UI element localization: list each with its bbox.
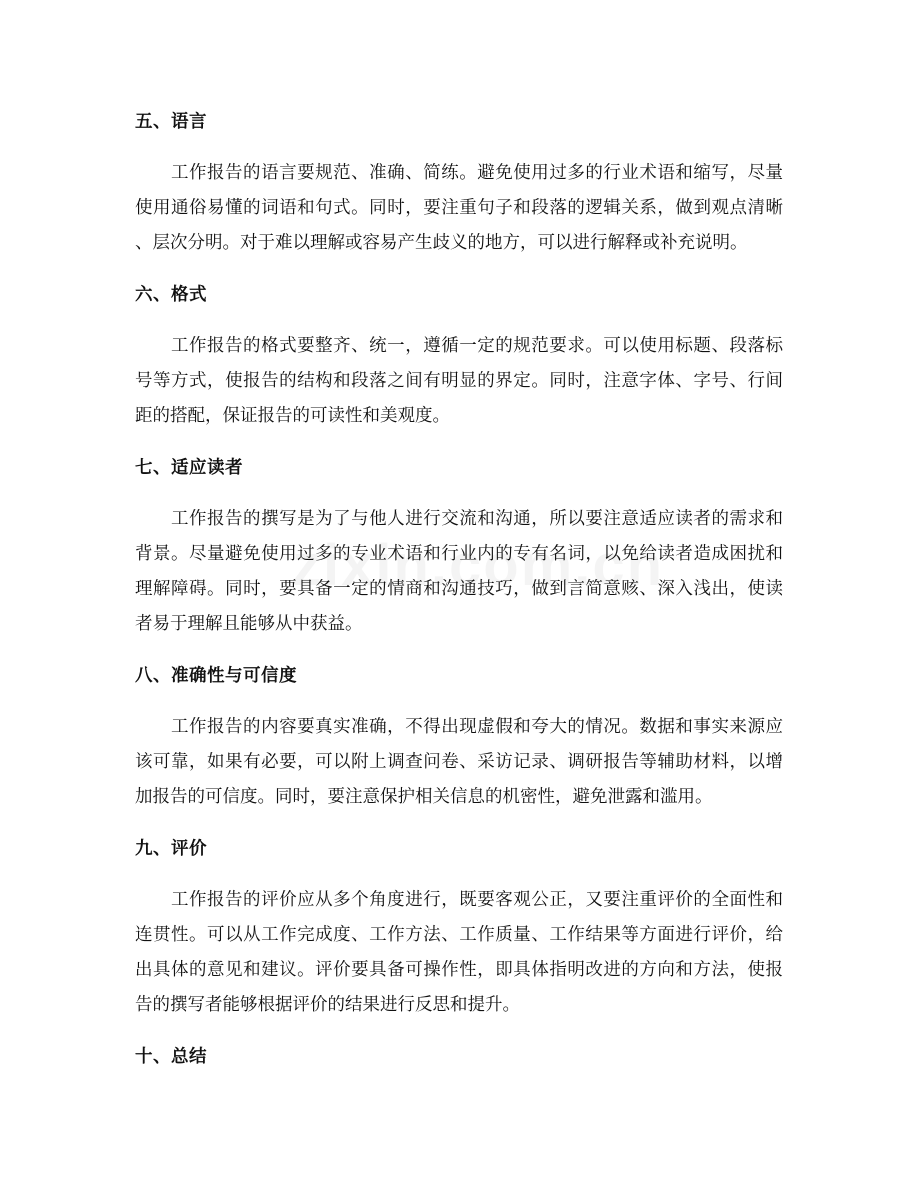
section-paragraph	[135, 329, 783, 434]
section-heading: 十、总结	[135, 1047, 207, 1067]
section-heading: 六、格式	[135, 285, 207, 305]
document-content	[135, 105, 783, 1091]
paragraph-line: 告的撰写者能够根据评价的结果进行反思和提升。	[135, 995, 520, 1015]
section-heading: 九、评价	[135, 839, 207, 859]
paragraph-line: 号等方式，使报告的结构和段落之间有明显的界定。同时，注意字体、字号、行间	[135, 371, 783, 391]
paragraph-line: 距的搭配，保证报告的可读性和美观度。	[135, 406, 450, 426]
section-heading: 七、适应读者	[135, 458, 243, 478]
paragraph-line: 、层次分明。对于难以理解或容易产生歧义的地方，可以进行解释或补充说明。	[135, 233, 748, 253]
paragraph-line: 工作报告的语言要规范、准确、简练。避免使用过多的行业术语和缩写，尽量	[171, 163, 783, 183]
paragraph-line: 该可靠，如果有必要，可以附上调查问卷、采访记录、调研报告等辅助材料，以增	[135, 752, 783, 772]
section-heading: 八、准确性与可信度	[135, 666, 297, 686]
paragraph-line: 出具体的意见和建议。评价要具备可操作性，即具体指明改进的方向和方法，使报	[135, 960, 783, 980]
paragraph-line: 者易于理解且能够从中获益。	[135, 614, 363, 634]
section-paragraph	[135, 883, 783, 1023]
paragraph-line: 连贯性。可以从工作完成度、工作方法、工作质量、工作结果等方面进行评价，给	[135, 925, 783, 945]
paragraph-line: 背景。尽量避免使用过多的专业术语和行业内的专有名词，以免给读者造成困扰和	[135, 544, 783, 564]
section-heading: 五、语言	[135, 112, 207, 132]
paragraph-line: 工作报告的撰写是为了与他人进行交流和沟通，所以要注意适应读者的需求和	[171, 509, 783, 529]
section-paragraph	[135, 156, 783, 261]
paragraph-line: 使用通俗易懂的词语和句式。同时，要注重句子和段落的逻辑关系，做到观点清晰	[135, 198, 783, 218]
paragraph-line: 工作报告的内容要真实准确，不得出现虚假和夸大的情况。数据和事实来源应	[171, 717, 783, 737]
paragraph-line: 工作报告的评价应从多个角度进行，既要客观公正，又要注重评价的全面性和	[171, 890, 783, 910]
paragraph-line: 加报告的可信度。同时，要注意保护相关信息的机密性，避免泄露和滥用。	[135, 787, 713, 807]
section-paragraph	[135, 710, 783, 815]
section-paragraph	[135, 502, 783, 642]
paragraph-line: 工作报告的格式要整齐、统一，遵循一定的规范要求。可以使用标题、段落标	[171, 336, 783, 356]
paragraph-line: 理解障碍。同时，要具备一定的情商和沟通技巧，做到言简意赅、深入浅出，使读	[135, 579, 783, 599]
